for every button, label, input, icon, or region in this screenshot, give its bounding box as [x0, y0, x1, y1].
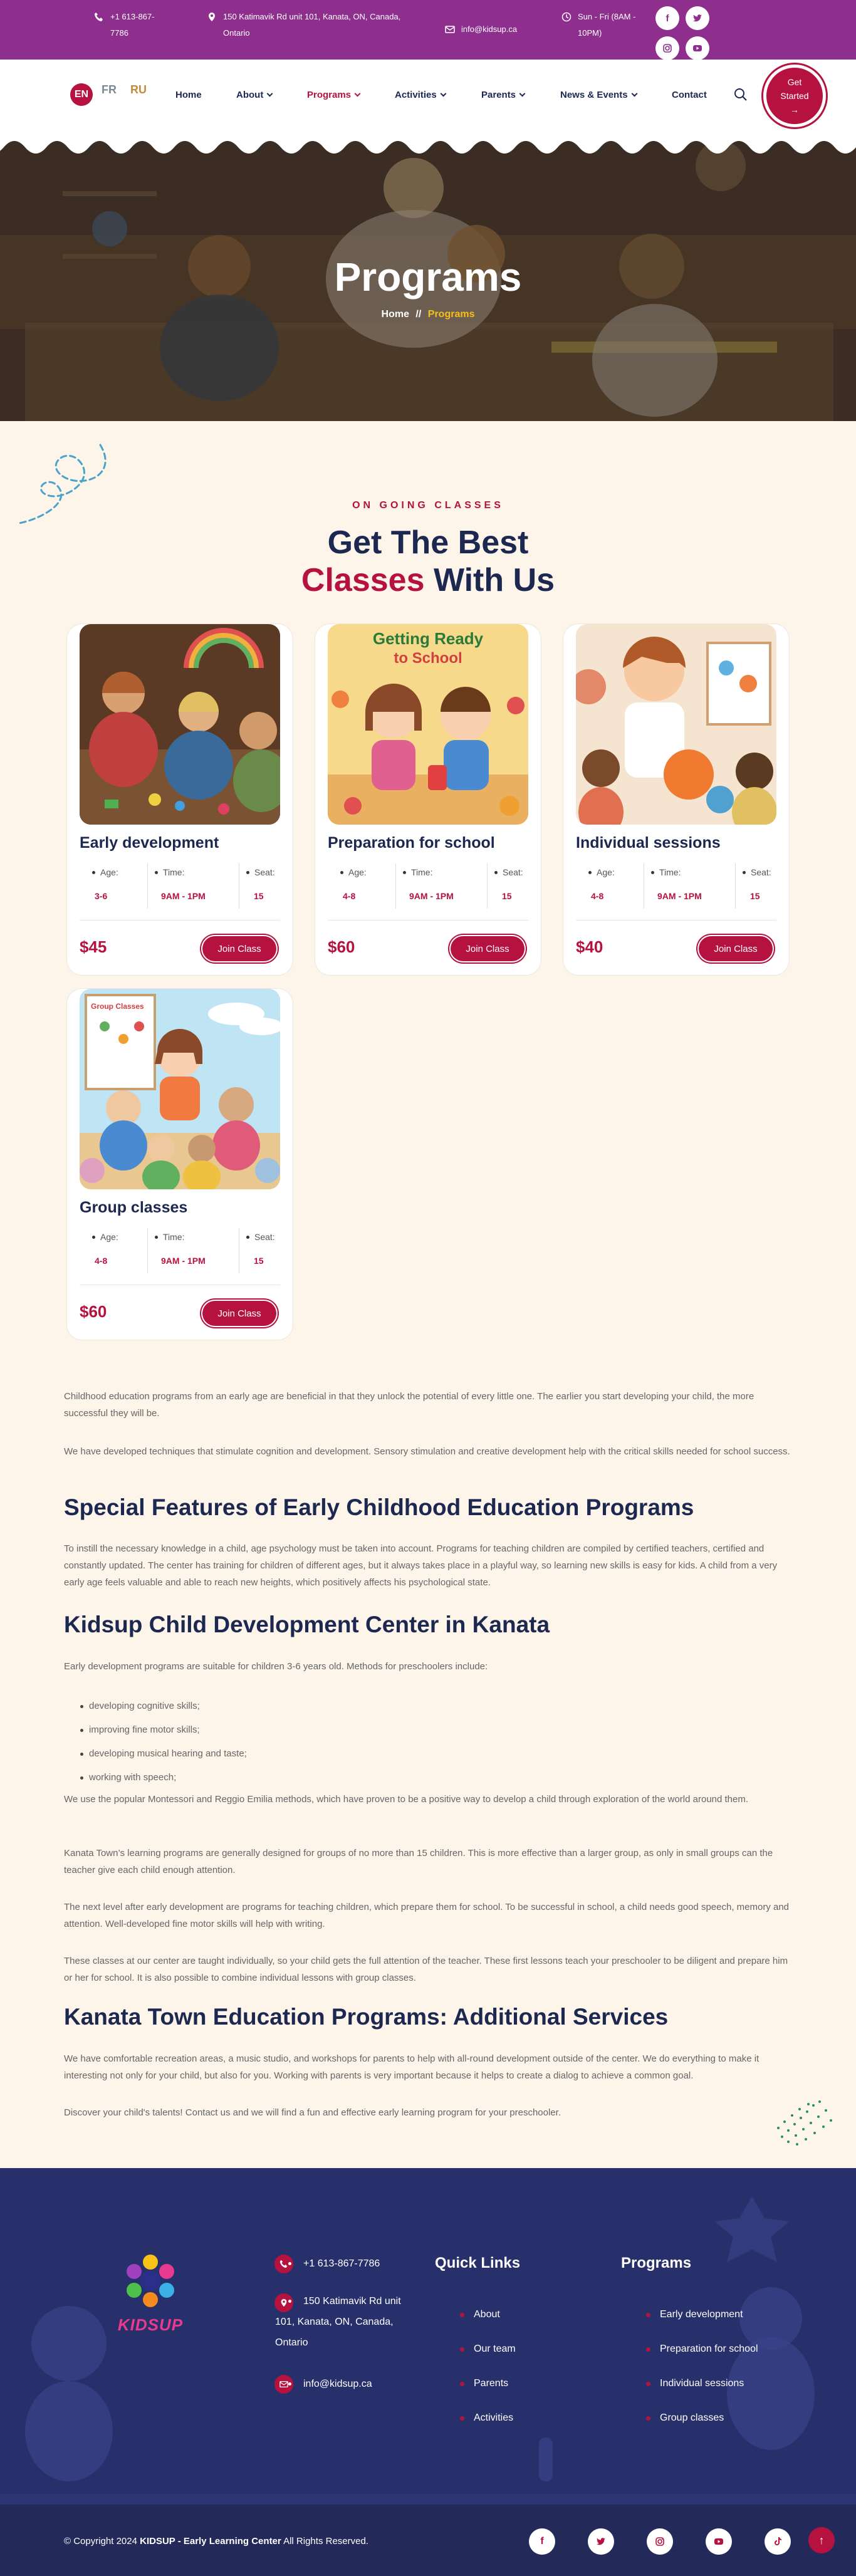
footer-address-line: 101, Kanata, ON, Canada,	[275, 2317, 394, 2327]
class-card-individual-sessions	[563, 624, 789, 975]
class-price: $60	[80, 1302, 107, 1321]
chevron-down-icon	[267, 91, 273, 97]
class-card-group-classes	[67, 989, 293, 1340]
lang-en[interactable]: EN	[70, 83, 93, 106]
class-seat	[494, 867, 523, 911]
article-paragraph: The next level after early development are programs for teaching children, which prepare them for school. To be successful in school, a child needs good speech, memory and attention. Well-developed fine motor skills will help with writing.	[64, 1902, 790, 1929]
arrow-right-icon: →	[790, 105, 799, 115]
footer-address-line: Ontario	[275, 2337, 308, 2348]
class-seat	[246, 1232, 275, 1276]
class-seat	[246, 867, 275, 911]
section-eyebrow: ON GOING CLASSES	[352, 500, 504, 511]
logo-text: KIDSUP	[117, 2315, 184, 2334]
seat-label: Seat:	[494, 867, 523, 877]
copyright-prefix: © Copyright 2024	[64, 2536, 140, 2547]
topbar-hours	[561, 9, 637, 41]
article-heading: Kidsup Child Development Center in Kanata	[64, 1612, 550, 1637]
article-paragraph: Kanata Town’s learning programs are generally designed for groups of no more than 15 children. This is more effective than a larger group, as only in small groups can the teacher give each child enough attention.	[64, 1848, 773, 1875]
copyright-text	[64, 2536, 368, 2547]
topbar-email-text: info@kidsup.ca	[461, 24, 518, 34]
top-bar	[0, 0, 856, 60]
breadcrumb-current: Programs	[427, 309, 475, 320]
time-label: Time:	[155, 1232, 206, 1242]
class-time	[651, 867, 702, 911]
image-caption-2: to School	[394, 650, 462, 667]
programs-title: Programs	[621, 2255, 692, 2271]
nav-programs-label: Programs	[307, 90, 352, 100]
article-paragraph: Early development programs are suitable for children 3-6 years old. Methods for preschoolers include:	[64, 1661, 488, 1672]
nav-parents-label: Parents	[481, 90, 516, 100]
lang-ru[interactable]: RU	[130, 83, 147, 96]
youtube-icon[interactable]	[706, 2528, 732, 2555]
breadcrumb-separator: //	[415, 309, 422, 320]
seat-value: 15	[750, 891, 760, 901]
nav-activities-label: Activities	[395, 90, 437, 100]
footer-program-preparation[interactable]: Preparation for school	[660, 2344, 758, 2354]
seat-label: Seat:	[246, 867, 275, 877]
footer-logo[interactable]	[113, 2250, 188, 2344]
tiktok-icon[interactable]	[765, 2528, 791, 2555]
time-value: 9AM - 1PM	[657, 891, 702, 901]
site-header	[0, 60, 856, 135]
breadcrumb-home[interactable]: Home	[381, 309, 409, 320]
divider	[147, 1228, 148, 1273]
instagram-icon[interactable]	[647, 2528, 673, 2555]
youtube-icon[interactable]	[686, 36, 709, 60]
twitter-icon[interactable]	[686, 6, 709, 30]
class-title: Individual sessions	[576, 834, 721, 852]
list-item: working with speech;	[89, 1772, 177, 1783]
class-price: $40	[576, 937, 603, 956]
page-title: Programs	[334, 254, 522, 300]
list-item: developing musical hearing and taste;	[89, 1748, 247, 1759]
divider	[735, 863, 736, 909]
instagram-icon[interactable]	[655, 36, 679, 60]
seat-value: 15	[502, 891, 512, 901]
join-class-button[interactable]: Join Class	[699, 936, 773, 961]
decorative-squiggle	[13, 439, 113, 533]
image-caption-1: Getting Ready	[372, 629, 484, 648]
nav-contact-label: Contact	[672, 90, 707, 100]
phone-icon	[94, 12, 104, 22]
divider	[395, 863, 396, 909]
class-image	[576, 624, 776, 825]
topbar-email[interactable]	[445, 21, 517, 38]
topbar-phone[interactable]	[94, 9, 163, 41]
topbar-address[interactable]	[207, 9, 407, 41]
time-value: 9AM - 1PM	[409, 891, 454, 901]
nav-about-label: About	[236, 90, 264, 100]
class-image	[328, 624, 528, 825]
mail-icon	[445, 24, 455, 34]
footer-link-our-team[interactable]: Our team	[474, 2344, 516, 2354]
seat-label: Seat:	[246, 1232, 275, 1242]
hero-wave-divider	[0, 135, 856, 160]
location-icon	[274, 2293, 293, 2312]
article-paragraph: Childhood education programs from an early age are beneficial in that they unlock the potential of every little one. The earlier you start developing your child, the more successful they will be.	[64, 1391, 754, 1419]
chevron-down-icon	[440, 91, 446, 97]
cta-line2: Started	[780, 91, 809, 101]
footer-email[interactable]: info@kidsup.ca	[303, 2374, 372, 2394]
section-heading-line2	[0, 561, 856, 599]
heading-highlight: Classes	[301, 562, 425, 598]
class-title: Early development	[80, 834, 219, 852]
age-label: Age:	[340, 867, 367, 877]
nav-news-events[interactable]	[560, 90, 637, 100]
scroll-to-top-button[interactable]: ↑	[808, 2527, 835, 2553]
footer-program-group[interactable]: Group classes	[660, 2412, 724, 2423]
article-paragraph: We have comfortable recreation areas, a music studio, and workshops for parents to help with all-round development outside of the center. We do everything to make it interesting not only for your child, but also for you. Working with parents is very important because it helps to create a dialog to achieve a common goal.	[64, 2053, 759, 2081]
age-label: Age:	[92, 867, 118, 877]
age-label: Age:	[92, 1232, 118, 1242]
facebook-icon[interactable]: f	[655, 6, 679, 30]
class-image	[80, 624, 280, 825]
age-value: 4-8	[343, 891, 356, 901]
age-value: 3-6	[95, 891, 108, 901]
join-class-button[interactable]: Join Class	[202, 1301, 276, 1326]
nav-activities[interactable]	[395, 90, 446, 100]
class-age	[92, 867, 118, 911]
topbar-address-text: 150 Katimavik Rd unit 101, Kanata, ON, Canada, Ontario	[223, 12, 401, 38]
footer-program-individual[interactable]: Individual sessions	[660, 2378, 744, 2389]
breadcrumb	[0, 309, 856, 320]
class-price: $60	[328, 937, 355, 956]
join-class-button[interactable]: Join Class	[202, 936, 276, 961]
chevron-down-icon	[631, 91, 637, 97]
time-label: Time:	[403, 867, 454, 877]
footer-link-activities[interactable]: Activities	[474, 2412, 514, 2423]
location-icon	[207, 12, 217, 22]
page-hero	[0, 135, 856, 421]
lang-fr[interactable]: FR	[102, 83, 117, 96]
clock-icon	[561, 12, 572, 22]
heading-rest: With Us	[424, 562, 555, 598]
age-value: 4-8	[591, 891, 604, 901]
class-title: Group classes	[80, 1199, 188, 1216]
article-paragraph: These classes at our center are taught individually, so your child gets the full attention of the teacher. These first lessons teach your preschooler to be diligent and prepare him or her for school. It is also possible to combine individual lessons with group classes.	[64, 1956, 788, 1983]
twitter-icon[interactable]	[588, 2528, 614, 2555]
time-label: Time:	[155, 867, 206, 877]
class-title: Preparation for school	[328, 834, 495, 852]
copyright-suffix: All Rights Reserved.	[281, 2536, 368, 2547]
topbar-hours-text: Sun - Fri (8AM - 10PM)	[578, 12, 636, 38]
class-image	[80, 989, 280, 1189]
article-paragraph: We use the popular Montessori and Reggio Emilia methods, which have proven to be a positive way to develop a child through exploration of the world around them.	[64, 1794, 749, 1805]
divider	[487, 863, 488, 909]
section-heading-line1: Get The Best	[327, 524, 529, 561]
footer-program-early-development[interactable]: Early development	[660, 2309, 743, 2320]
class-time	[403, 867, 454, 911]
footer-address-line: 150 Katimavik Rd unit	[303, 2296, 401, 2307]
nav-contact[interactable]	[672, 90, 707, 100]
footer-phone[interactable]: +1 613-867-7786	[303, 2253, 380, 2274]
search-icon[interactable]	[733, 87, 748, 102]
age-value: 4-8	[95, 1256, 108, 1266]
footer-link-about[interactable]: About	[474, 2309, 500, 2320]
class-card-early-development	[67, 624, 293, 975]
article-paragraph: We have developed techniques that stimulate cognition and development. Sensory stimulation and creative development help with the critical skills needed for school success.	[64, 1446, 790, 1457]
time-label: Time:	[651, 867, 702, 877]
class-time	[155, 867, 206, 911]
cta-line1: Get	[787, 77, 802, 87]
footer-link-parents[interactable]: Parents	[474, 2378, 509, 2389]
footer-address[interactable]	[275, 2291, 401, 2353]
nav-parents[interactable]	[481, 90, 525, 100]
seat-value: 15	[254, 891, 264, 901]
nav-programs[interactable]	[307, 90, 360, 100]
class-time	[155, 1232, 206, 1276]
class-price: $45	[80, 937, 107, 956]
list-item: improving fine motor skills;	[89, 1724, 200, 1735]
nav-home[interactable]	[175, 90, 202, 100]
facebook-icon[interactable]: f	[529, 2528, 555, 2555]
divider	[147, 863, 148, 909]
article-paragraph: To instill the necessary knowledge in a child, age psychology must be taken into account. Programs for teaching children are compiled by certified teachers, certified and constantly updated. The center has training for children of different ages, but it always takes place in a playful way, so learning new skills is easy for kids. A child from a very early age feels valuable and able to reach new heights, which positively affects his psychological state.	[64, 1543, 778, 1588]
article-heading: Kanata Town Education Programs: Additional Services	[64, 2004, 669, 2030]
article-heading: Special Features of Early Childhood Education Programs	[64, 1494, 694, 1520]
logo-icon	[113, 2250, 188, 2312]
seat-label: Seat:	[743, 867, 771, 877]
topbar-phone-text: +1 613-867-7786	[110, 12, 155, 38]
class-card-preparation-for-school	[315, 624, 541, 975]
class-age	[92, 1232, 118, 1276]
seat-value: 15	[254, 1256, 264, 1266]
decorative-dots	[770, 2093, 838, 2149]
class-seat	[743, 867, 771, 911]
chevron-down-icon	[355, 91, 361, 97]
time-value: 9AM - 1PM	[161, 891, 206, 901]
class-age	[588, 867, 615, 911]
nav-about[interactable]	[236, 90, 272, 100]
copyright-brand[interactable]: KIDSUP - Early Learning Center	[140, 2536, 281, 2547]
join-class-button[interactable]: Join Class	[451, 936, 525, 961]
nav-news-label: News & Events	[560, 90, 628, 100]
get-started-button[interactable]	[763, 65, 826, 127]
chevron-down-icon	[519, 91, 526, 97]
class-age	[340, 867, 367, 911]
article-paragraph: Discover your child's talents! Contact us and we will find a fun and effective early learning program for your preschooler.	[64, 2107, 561, 2118]
image-caption-1: Group Classes	[91, 1002, 144, 1011]
list-item: developing cognitive skills;	[89, 1701, 200, 1711]
quick-links-title: Quick Links	[435, 2255, 521, 2271]
time-value: 9AM - 1PM	[161, 1256, 206, 1266]
nav-home-label: Home	[175, 90, 202, 100]
bottom-bar	[0, 2505, 856, 2576]
age-label: Age:	[588, 867, 615, 877]
